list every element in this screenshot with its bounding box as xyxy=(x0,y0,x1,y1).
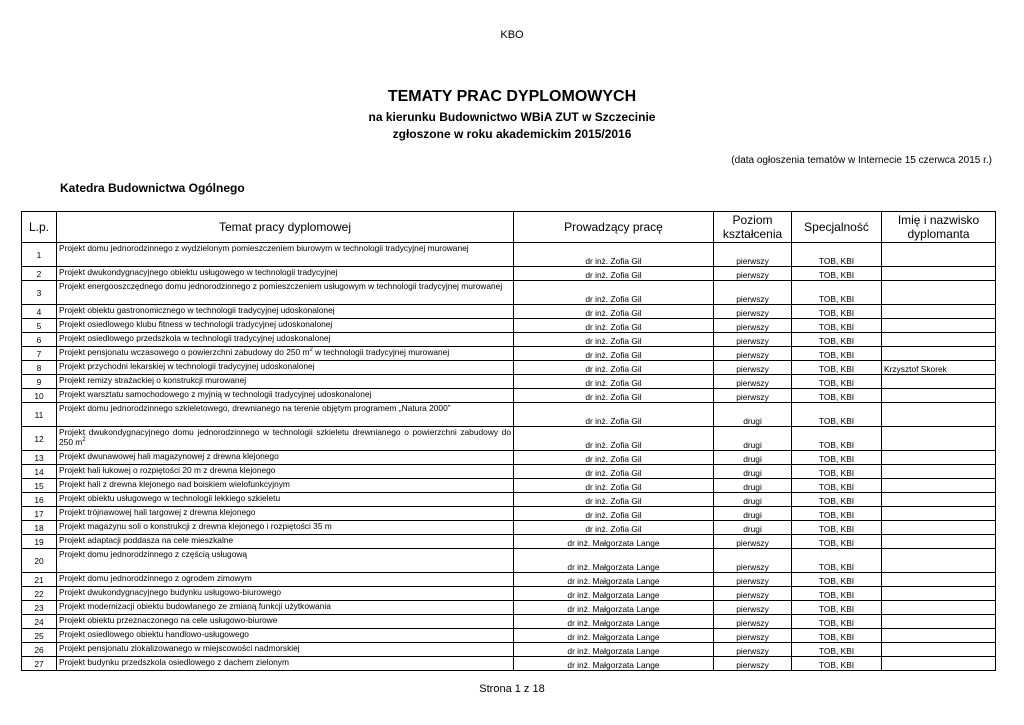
specialty-cell: TOB, KBI xyxy=(792,479,882,493)
specialty-cell: TOB, KBI xyxy=(792,281,882,305)
column-header-topic: Temat pracy dyplomowej xyxy=(57,212,514,243)
row-number: 14 xyxy=(22,465,57,479)
specialty-cell: TOB, KBI xyxy=(792,549,882,573)
row-number: 6 xyxy=(22,333,57,347)
topic-cell: Projekt pensjonatu zlokalizowanego w miejscowości nadmorskiej xyxy=(57,643,514,657)
student-cell xyxy=(882,281,996,305)
row-number: 26 xyxy=(22,643,57,657)
table-row xyxy=(22,281,996,305)
level-cell: drugi xyxy=(714,479,792,493)
table-row xyxy=(22,493,996,507)
table-row xyxy=(22,465,996,479)
row-number: 23 xyxy=(22,601,57,615)
supervisor-cell: dr inż. Małgorzata Lange xyxy=(514,601,714,615)
table-row xyxy=(22,615,996,629)
page-subtitle-year: zgłoszone w roku akademickim 2015/2016 xyxy=(392,127,632,141)
topic-cell: Projekt hali łukowej o rozpiętości 20 m z drewna klejonego xyxy=(57,465,514,479)
specialty-cell: TOB, KBI xyxy=(792,657,882,671)
level-cell: pierwszy xyxy=(714,657,792,671)
supervisor-cell: dr inż. Małgorzata Lange xyxy=(514,573,714,587)
specialty-cell: TOB, KBI xyxy=(792,643,882,657)
level-cell: drugi xyxy=(714,403,792,427)
row-number: 9 xyxy=(22,375,57,389)
topics-table xyxy=(21,211,996,671)
row-number: 13 xyxy=(22,451,57,465)
row-number: 17 xyxy=(22,507,57,521)
student-cell xyxy=(882,375,996,389)
student-cell xyxy=(882,521,996,535)
topic-cell: Projekt dwukondygnacyjnego obiektu usługowego w technologii tradycyjnej xyxy=(57,267,514,281)
supervisor-cell: dr inż. Małgorzata Lange xyxy=(514,549,714,573)
row-number: 24 xyxy=(22,615,57,629)
row-number: 20 xyxy=(22,549,57,573)
table-row xyxy=(22,319,996,333)
row-number: 10 xyxy=(22,389,57,403)
topic-cell xyxy=(57,347,514,361)
topic-cell: Projekt hali z drewna klejonego nad boiskiem wielofunkcyjnym xyxy=(57,479,514,493)
student-cell xyxy=(882,643,996,657)
supervisor-cell: dr inż. Zofia Gil xyxy=(514,493,714,507)
specialty-cell: TOB, KBI xyxy=(792,243,882,267)
student-cell xyxy=(882,479,996,493)
table-row xyxy=(22,361,996,375)
row-number: 3 xyxy=(22,281,57,305)
specialty-cell: TOB, KBI xyxy=(792,601,882,615)
student-cell xyxy=(882,305,996,319)
level-cell: pierwszy xyxy=(714,319,792,333)
student-cell xyxy=(882,427,996,451)
topic-cell: Projekt magazynu soli o konstrukcji z drewna klejonego i rozpiętości 35 m xyxy=(57,521,514,535)
level-cell: pierwszy xyxy=(714,267,792,281)
student-cell xyxy=(882,601,996,615)
student-cell xyxy=(882,319,996,333)
level-cell: pierwszy xyxy=(714,587,792,601)
column-header-level: Poziom kształcenia xyxy=(714,212,792,243)
page-title: TEMATY PRAC DYPLOMOWYCH xyxy=(387,88,637,105)
row-number: 7 xyxy=(22,347,57,361)
superscript: 2 xyxy=(309,347,313,354)
specialty-cell: TOB, KBI xyxy=(792,333,882,347)
student-cell xyxy=(882,403,996,427)
table-row xyxy=(22,521,996,535)
level-cell: drugi xyxy=(714,427,792,451)
topic-cell: Projekt domu jednorodzinnego z ogrodem zimowym xyxy=(57,573,514,587)
table-row xyxy=(22,535,996,549)
specialty-cell: TOB, KBI xyxy=(792,389,882,403)
table-row xyxy=(22,507,996,521)
specialty-cell: TOB, KBI xyxy=(792,267,882,281)
specialty-cell: TOB, KBI xyxy=(792,507,882,521)
specialty-cell: TOB, KBI xyxy=(792,347,882,361)
row-number: 16 xyxy=(22,493,57,507)
student-cell xyxy=(882,267,996,281)
student-cell xyxy=(882,333,996,347)
topic-cell: Projekt trójnawowej hali targowej z drewna klejonego xyxy=(57,507,514,521)
row-number: 11 xyxy=(22,403,57,427)
table-row xyxy=(22,657,996,671)
topic-cell: Projekt domu jednorodzinnego z wydzielonym pomieszczeniem biurowym w technologii tradycyjnej murowanej xyxy=(57,243,514,267)
table-row xyxy=(22,479,996,493)
row-number: 5 xyxy=(22,319,57,333)
student-cell xyxy=(882,615,996,629)
topic-cell: Projekt przychodni lekarskiej w technologii tradycyjnej udoskonalonej xyxy=(57,361,514,375)
column-header-supervisor: Prowadzący pracę xyxy=(514,212,714,243)
student-cell xyxy=(882,549,996,573)
topic-cell: Projekt remizy strażackiej o konstrukcji murowanej xyxy=(57,375,514,389)
topic-cell: Projekt osiedlowego obiektu handlowo-usługowego xyxy=(57,629,514,643)
student-cell xyxy=(882,493,996,507)
level-cell: pierwszy xyxy=(714,615,792,629)
supervisor-cell: dr inż. Zofia Gil xyxy=(514,333,714,347)
department-name: Katedra Budownictwa Ogólnego xyxy=(60,181,245,195)
table-row xyxy=(22,389,996,403)
student-cell xyxy=(882,657,996,671)
level-cell: pierwszy xyxy=(714,243,792,267)
row-number: 27 xyxy=(22,657,57,671)
row-number: 8 xyxy=(22,361,57,375)
topic-cell: Projekt obiektu usługowego w technologii lekkiego szkieletu xyxy=(57,493,514,507)
specialty-cell: TOB, KBI xyxy=(792,587,882,601)
supervisor-cell: dr inż. Zofia Gil xyxy=(514,267,714,281)
level-cell: pierwszy xyxy=(714,347,792,361)
supervisor-cell: dr inż. Małgorzata Lange xyxy=(514,643,714,657)
supervisor-cell: dr inż. Zofia Gil xyxy=(514,375,714,389)
student-cell xyxy=(882,587,996,601)
topic-cell: Projekt osiedlowego klubu fitness w technologii tradycyjnej udoskonalonej xyxy=(57,319,514,333)
specialty-cell: TOB, KBI xyxy=(792,305,882,319)
topic-cell: Projekt obiektu gastronomicznego w technologii tradycyjnej udoskonalonej xyxy=(57,305,514,319)
table-row xyxy=(22,347,996,361)
column-header-specialty: Specjalność xyxy=(792,212,882,243)
announcement-date: (data ogłoszenia tematów w Internecie 15 czerwca 2015 r.) xyxy=(731,155,992,166)
level-cell: pierwszy xyxy=(714,305,792,319)
table-row xyxy=(22,549,996,573)
level-cell: pierwszy xyxy=(714,361,792,375)
level-cell: pierwszy xyxy=(714,573,792,587)
specialty-cell: TOB, KBI xyxy=(792,375,882,389)
supervisor-cell: dr inż. Małgorzata Lange xyxy=(514,615,714,629)
topic-cell: Projekt domu jednorodzinnego z częścią usługową xyxy=(57,549,514,573)
supervisor-cell: dr inż. Zofia Gil xyxy=(514,479,714,493)
row-number: 22 xyxy=(22,587,57,601)
student-cell xyxy=(882,535,996,549)
table-row xyxy=(22,305,996,319)
row-number: 15 xyxy=(22,479,57,493)
level-cell: drugi xyxy=(714,507,792,521)
student-cell xyxy=(882,389,996,403)
level-cell: pierwszy xyxy=(714,535,792,549)
row-number: 19 xyxy=(22,535,57,549)
table-row xyxy=(22,629,996,643)
row-number: 4 xyxy=(22,305,57,319)
topic-cell: Projekt warsztatu samochodowego z myjnią w technologii tradycyjnej udoskonalonej xyxy=(57,389,514,403)
student-cell xyxy=(882,347,996,361)
table-row xyxy=(22,427,996,451)
level-cell: pierwszy xyxy=(714,333,792,347)
supervisor-cell: dr inż. Zofia Gil xyxy=(514,521,714,535)
table-row xyxy=(22,451,996,465)
topic-text: w technologii tradycyjnej murowanej xyxy=(312,347,450,357)
specialty-cell: TOB, KBI xyxy=(792,319,882,333)
page-number: Strona 1 z 18 xyxy=(479,683,545,695)
supervisor-cell: dr inż. Zofia Gil xyxy=(514,427,714,451)
supervisor-cell: dr inż. Zofia Gil xyxy=(514,361,714,375)
supervisor-cell: dr inż. Małgorzata Lange xyxy=(514,587,714,601)
page-subtitle-program: na kierunku Budownictwo WBiA ZUT w Szczecinie xyxy=(368,110,656,124)
topic-cell: Projekt dwunawowej hali magazynowej z drewna klejonego xyxy=(57,451,514,465)
specialty-cell: TOB, KBI xyxy=(792,629,882,643)
table-row xyxy=(22,375,996,389)
topic-cell: Projekt domu jednorodzinnego szkieletowego, drewnianego na terenie objętym programem „Natura 2000” xyxy=(57,403,514,427)
student-cell xyxy=(882,573,996,587)
student-cell xyxy=(882,465,996,479)
topic-cell: Projekt dwukondygnacyjnego budynku usługowo-biurowego xyxy=(57,587,514,601)
level-cell: pierwszy xyxy=(714,643,792,657)
supervisor-cell: dr inż. Zofia Gil xyxy=(514,281,714,305)
level-cell: pierwszy xyxy=(714,549,792,573)
topic-cell: Projekt osiedlowego przedszkola w technologii tradycyjnej udoskonalonej xyxy=(57,333,514,347)
specialty-cell: TOB, KBI xyxy=(792,403,882,427)
table-row xyxy=(22,573,996,587)
supervisor-cell: dr inż. Małgorzata Lange xyxy=(514,629,714,643)
row-number: 1 xyxy=(22,243,57,267)
specialty-cell: TOB, KBI xyxy=(792,465,882,479)
level-cell: drugi xyxy=(714,521,792,535)
topic-cell: Projekt obiektu przeznaczonego na cele usługowo-biurowe xyxy=(57,615,514,629)
row-number: 25 xyxy=(22,629,57,643)
row-number: 21 xyxy=(22,573,57,587)
supervisor-cell: dr inż. Zofia Gil xyxy=(514,389,714,403)
row-number: 2 xyxy=(22,267,57,281)
supervisor-cell: dr inż. Zofia Gil xyxy=(514,507,714,521)
topic-cell: Projekt modernizacji obiektu budowlanego ze zmianą funkcji użytkowania xyxy=(57,601,514,615)
supervisor-cell: dr inż. Małgorzata Lange xyxy=(514,535,714,549)
table-row xyxy=(22,267,996,281)
row-number: 18 xyxy=(22,521,57,535)
specialty-cell: TOB, KBI xyxy=(792,615,882,629)
topic-cell: Projekt budynku przedszkola osiedlowego z dachem zielonym xyxy=(57,657,514,671)
topic-text: Projekt pensjonatu wczasowego o powierzchni zabudowy do 250 m xyxy=(59,347,310,357)
topic-cell: Projekt energooszczędnego domu jednorodzinnego z pomieszczeniem usługowym w technologii tradycyjnej murowanej xyxy=(57,281,514,305)
student-cell: Krzysztof Skorek xyxy=(882,361,996,375)
supervisor-cell: dr inż. Zofia Gil xyxy=(514,305,714,319)
document-header-label: KBO xyxy=(500,29,524,41)
level-cell: pierwszy xyxy=(714,281,792,305)
specialty-cell: TOB, KBI xyxy=(792,535,882,549)
level-cell: pierwszy xyxy=(714,389,792,403)
specialty-cell: TOB, KBI xyxy=(792,427,882,451)
supervisor-cell: dr inż. Zofia Gil xyxy=(514,319,714,333)
level-cell: drugi xyxy=(714,493,792,507)
student-cell xyxy=(882,451,996,465)
level-cell: pierwszy xyxy=(714,629,792,643)
level-cell: drugi xyxy=(714,465,792,479)
table-row xyxy=(22,587,996,601)
column-header-student: Imię i nazwisko dyplomanta xyxy=(882,212,996,243)
supervisor-cell: dr inż. Małgorzata Lange xyxy=(514,657,714,671)
specialty-cell: TOB, KBI xyxy=(792,451,882,465)
topic-cell: Projekt adaptacji poddasza na cele mieszkalne xyxy=(57,535,514,549)
student-cell xyxy=(882,629,996,643)
row-number: 12 xyxy=(22,427,57,451)
topic-cell xyxy=(57,427,514,451)
supervisor-cell: dr inż. Zofia Gil xyxy=(514,451,714,465)
table-row xyxy=(22,403,996,427)
supervisor-cell: dr inż. Zofia Gil xyxy=(514,465,714,479)
student-cell xyxy=(882,243,996,267)
table-row xyxy=(22,243,996,267)
level-cell: drugi xyxy=(714,451,792,465)
topic-text: Projekt dwukondygnacyjnego domu jednorodzinnego w technologii szkieletu drewnianego o powierzchni zabudowy do 250 m xyxy=(59,427,511,447)
supervisor-cell: dr inż. Zofia Gil xyxy=(514,347,714,361)
specialty-cell: TOB, KBI xyxy=(792,493,882,507)
superscript: 2 xyxy=(82,437,86,444)
level-cell: pierwszy xyxy=(714,375,792,389)
table-header-row xyxy=(22,212,996,243)
table-row xyxy=(22,333,996,347)
student-cell xyxy=(882,507,996,521)
supervisor-cell: dr inż. Zofia Gil xyxy=(514,403,714,427)
specialty-cell: TOB, KBI xyxy=(792,361,882,375)
table-row xyxy=(22,601,996,615)
supervisor-cell: dr inż. Zofia Gil xyxy=(514,243,714,267)
table-row xyxy=(22,643,996,657)
specialty-cell: TOB, KBI xyxy=(792,521,882,535)
column-header-lp: L.p. xyxy=(22,212,57,243)
level-cell: pierwszy xyxy=(714,601,792,615)
specialty-cell: TOB, KBI xyxy=(792,573,882,587)
